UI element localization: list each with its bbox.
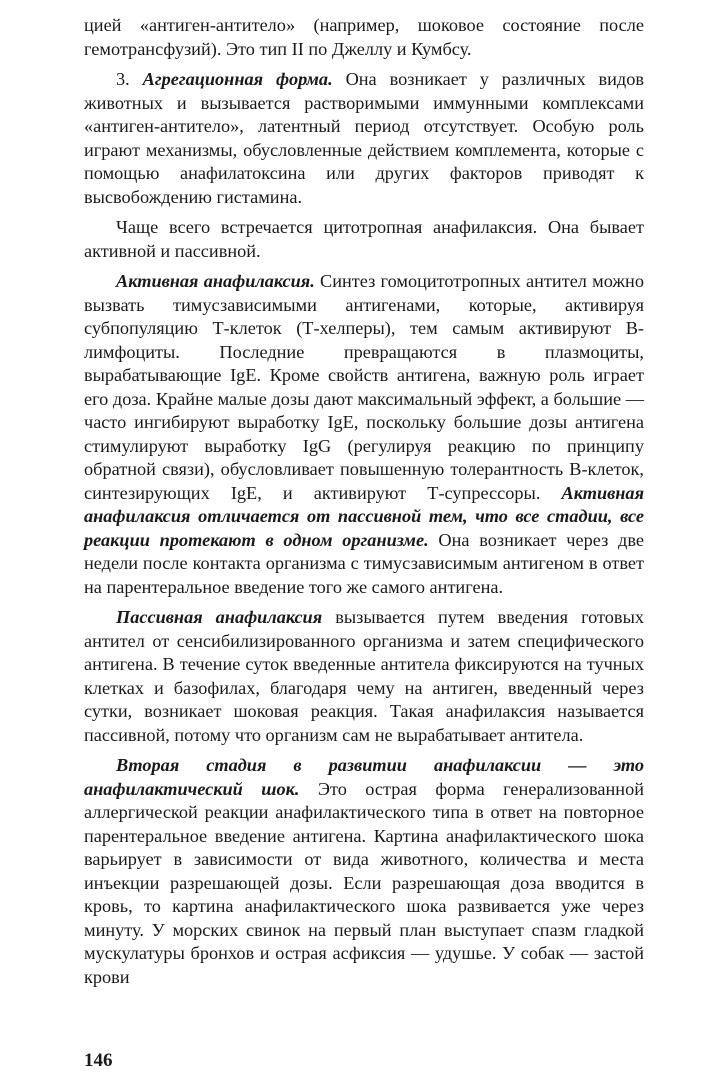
paragraph [84, 606, 644, 747]
emphasis-run: Агрегационная форма. [142, 69, 333, 89]
text-run: Это острая форма генерализованной аллергической реакции анафилактического типа в ответ на повторное парентеральное введение антигена. Картина анафилактического шока варьирует в зависимости от вида животного, количества и места инъекции разрешающей дозы. Если разрешающая доза вводится в кровь, то картина анафилактического шока развивается уже через минуту. У морских свинок на первый план выступает спазм гладкой мускулатуры бронхов и острая асфиксия — удушье. У собак — застой крови [84, 778, 645, 987]
emphasis-run: Активная анафилаксия отличается от пассивной тем, что все стадии, все реакции протекают в одном организме. [84, 482, 644, 550]
paragraph [84, 270, 644, 599]
page-number: 146 [84, 1050, 113, 1071]
text-run: 3. [116, 69, 143, 89]
text-run: цией «антиген-антитело» (например, шоковое состояние после гемотрансфузий). Это тип II по Джеллу и Кумбсу. [84, 15, 644, 59]
page-body [84, 14, 644, 996]
text-run: Чаще всего встречается цитотропная анафилаксия. Она бывает активной и пассивной. [84, 217, 644, 261]
emphasis-run: Пассивная анафилаксия [116, 607, 323, 627]
emphasis-run: Вторая стадия в развитии анафилаксии — это анафилактический шок. [84, 755, 644, 799]
text-run: вызывается путем введения готовых антител от сенсибилизированного организма и затем специфического антигена. В течение суток введенные антитела фиксируются на тучных клетках и базофилах, благодаря чему на антиген, введенный через сутки, возникает шоковая реакция. Такая анафилаксия называется пассивной, потому что организм сам не вырабатывает антитела. [84, 607, 644, 745]
paragraph [84, 14, 644, 61]
text-run: Она возникает через две недели после контакта организма с тимусзависимым антигеном в ответ на парентеральное введение того же самого антигена. [84, 529, 645, 597]
paragraph [84, 216, 644, 263]
text-run: Она возникает у различных видов животных и вызывается растворимыми иммунными комплексами «антиген-антитело», латентный период отсутствует. Особую роль играют механизмы, обусловленные действием комплемента, которые с помощью анафилатоксина или других факторов приводят к высвобождению гистамина. [84, 69, 644, 207]
emphasis-run: Активная анафилаксия. [116, 271, 315, 291]
paragraph [84, 68, 644, 209]
text-run: Синтез гомоцитотропных антител можно вызвать тимусзависимыми антигенами, которые, активируя субпопуляцию Т-клеток (Т-хелперы), тем самым активируют В-лимфоциты. Последние превращаются в плазмоциты, вырабатывающие IgE. Кроме свойств антигена, важную роль играет его доза. Крайне малые дозы дают максимальный эффект, а большие — часто ингибируют выработку IgE, поскольку большие дозы антигена стимулируют выработку IgG (регулируя реакцию по принципу обратной связи), обусловливает повышенную толерантность В-клеток, синтезирующих IgE, и активируют Т-супрессоры. [84, 271, 644, 503]
paragraph [84, 754, 644, 989]
